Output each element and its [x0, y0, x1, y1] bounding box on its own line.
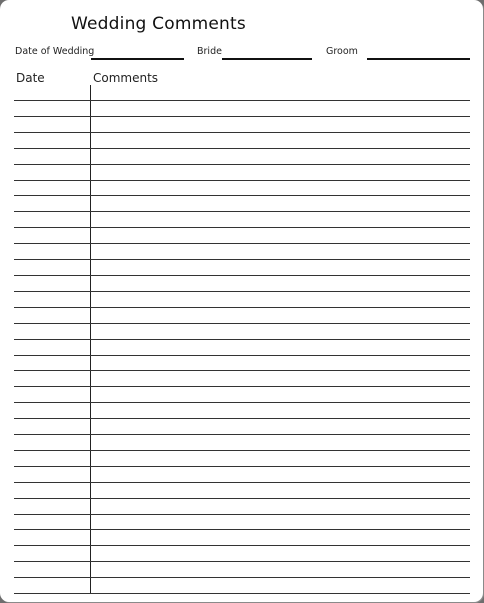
comment-row-line — [14, 545, 470, 546]
comment-row-line — [14, 514, 470, 515]
comment-row-line — [14, 370, 470, 371]
comment-row-line — [14, 148, 470, 149]
comment-row-line — [14, 243, 470, 244]
comment-row-line — [14, 227, 470, 228]
comments-column-header: Comments — [93, 71, 159, 85]
comment-row-line — [14, 211, 470, 212]
comment-row-line — [14, 418, 470, 419]
comment-row-line — [14, 450, 470, 451]
comment-row-line — [14, 132, 470, 133]
groom-label: Groom — [326, 46, 358, 57]
comment-row-line — [14, 339, 470, 340]
comment-row-line — [14, 195, 470, 196]
comment-row-line — [14, 466, 470, 467]
wedding-date-label: Date of Wedding — [15, 46, 95, 57]
comment-row-line — [14, 386, 470, 387]
comment-row-line — [14, 498, 470, 499]
comment-row-line — [14, 593, 470, 594]
comment-row-line — [14, 402, 470, 403]
comment-row-line — [14, 100, 470, 101]
comment-row-line — [14, 482, 470, 483]
comment-row-line — [14, 180, 470, 181]
date-column-header: Date — [16, 71, 45, 85]
wedding-date-field[interactable] — [91, 58, 184, 60]
comment-row-line — [14, 116, 470, 117]
groom-field[interactable] — [367, 58, 470, 60]
comment-row-line — [14, 275, 470, 276]
comment-row-line — [14, 291, 470, 292]
bride-field[interactable] — [222, 58, 312, 60]
comment-row-line — [14, 355, 470, 356]
comment-row-line — [14, 577, 470, 578]
comment-row-line — [14, 561, 470, 562]
comment-row-line — [14, 164, 470, 165]
comment-row-line — [14, 307, 470, 308]
comment-row-line — [14, 434, 470, 435]
form-title: Wedding Comments — [71, 14, 246, 34]
comment-row-line — [14, 259, 470, 260]
bride-label: Bride — [197, 46, 222, 57]
comment-row-line — [14, 529, 470, 530]
comment-row-line — [14, 323, 470, 324]
